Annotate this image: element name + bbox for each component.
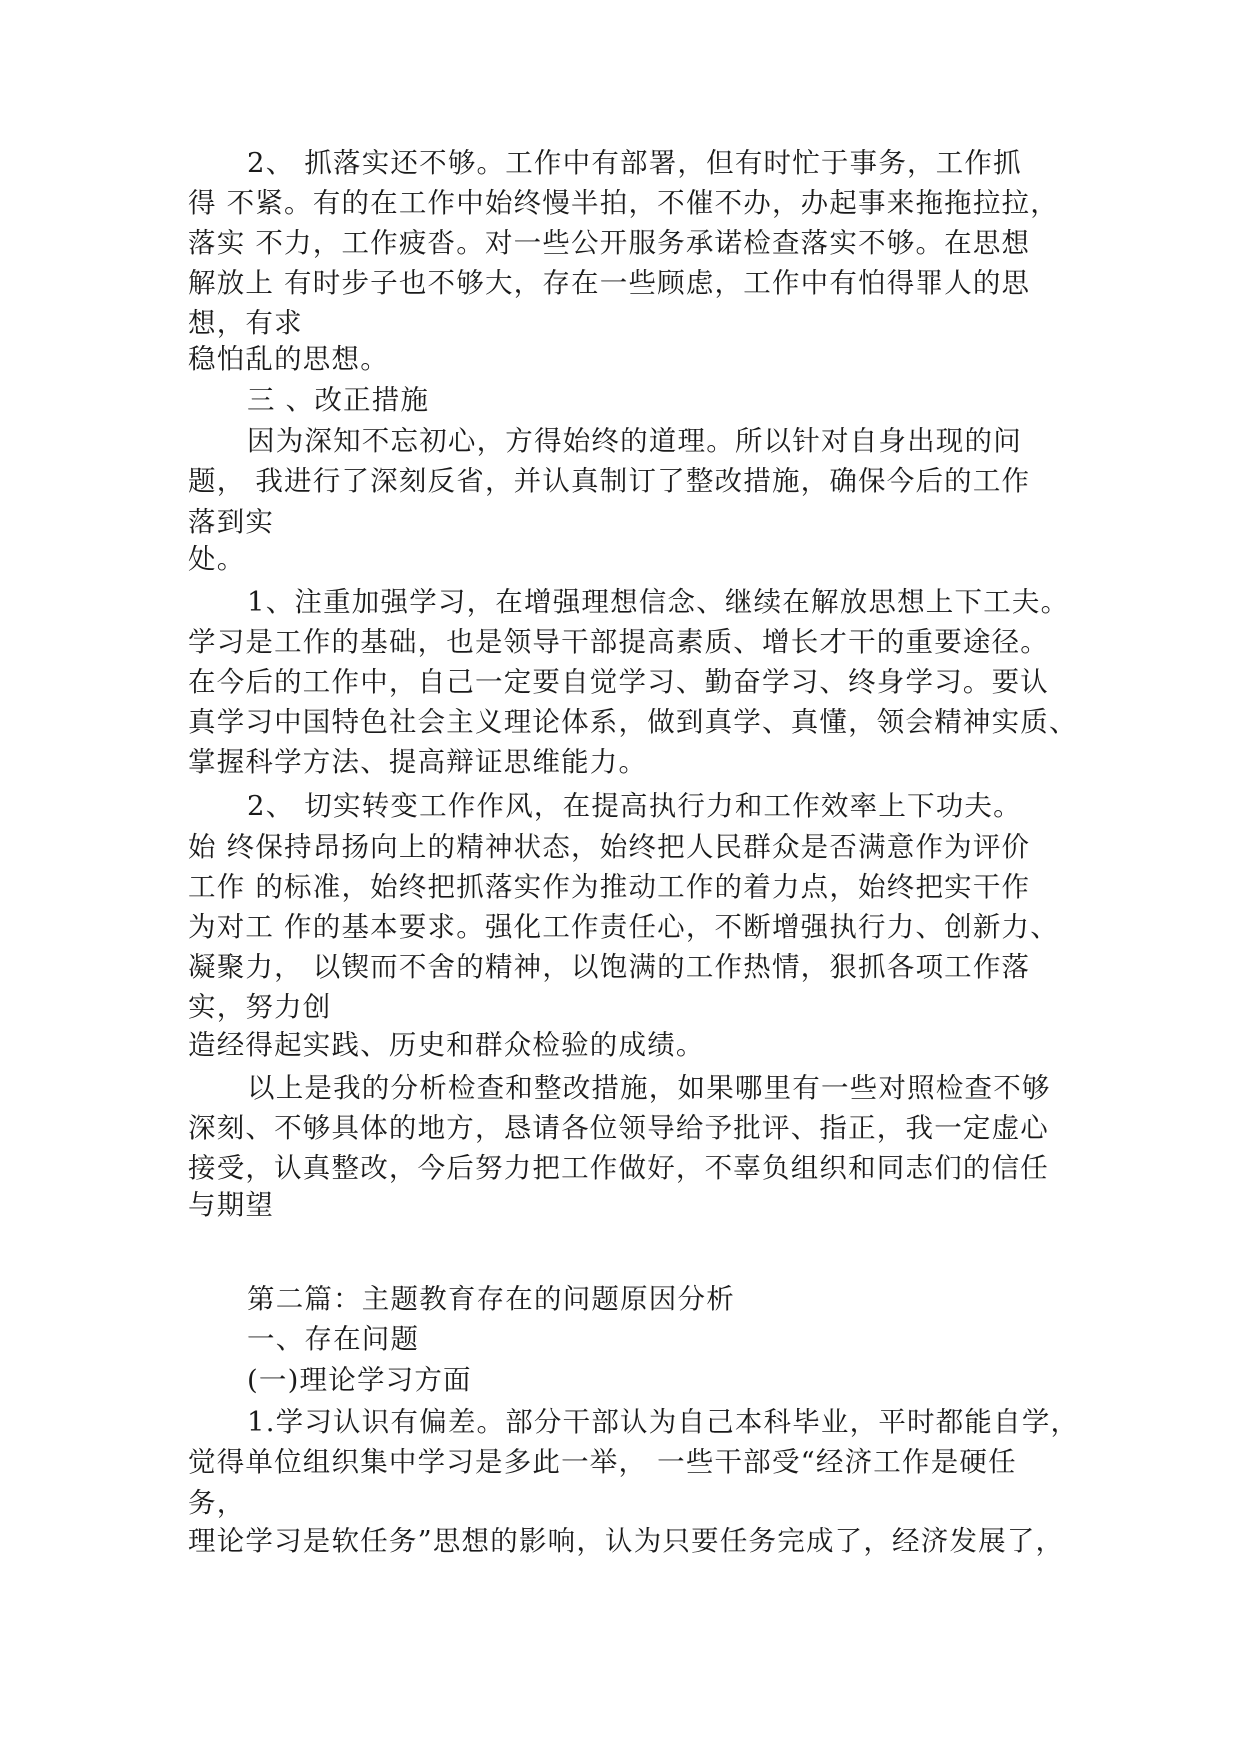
paragraph-line: 2、 切实转变工作作风，在提高执行力和工作效率上下功夫。 xyxy=(247,790,1022,822)
paragraph-line: 学习是工作的基础，也是领导干部提高素质、增长才干的重要途径。 xyxy=(188,626,1049,658)
section-heading: 三 、改正措施 xyxy=(247,384,430,416)
paragraph-line: 2、 抓落实还不够。工作中有部署，但有时忙于事务，工作抓 xyxy=(247,147,1022,179)
paragraph-line: 题， 我进行了深刻反省，并认真制订了整改措施，确保今后的工作 xyxy=(188,465,1031,497)
paragraph-line: 接受，认真整改，今后努力把工作做好，不辜负组织和同志们的信任 xyxy=(188,1152,1049,1184)
paragraph-line: 1.学习认识有偏差。部分干部认为自己本科毕业，平时都能自学， xyxy=(247,1406,1080,1438)
paragraph-line: 掌握科学方法、提高辩证思维能力。 xyxy=(188,746,648,778)
paragraph-line: 得 不紧。有的在工作中始终慢半拍，不催不办，办起事来拖拖拉拉， xyxy=(188,187,1059,219)
paragraph-line: 以上是我的分析检查和整改措施，如果哪里有一些对照检查不够 xyxy=(247,1072,1051,1104)
paragraph-line: 稳怕乱的思想。 xyxy=(188,343,389,375)
paragraph-line: 与期望 xyxy=(188,1189,275,1221)
paragraph-line: 理论学习是软任务”思想的影响，认为只要任务完成了，经济发展了， xyxy=(188,1525,1065,1557)
paragraph-line: 造经得起实践、历史和群众检验的成绩。 xyxy=(188,1029,705,1061)
paragraph-line: 始 终保持昂扬向上的精神状态，始终把人民群众是否满意作为评价 xyxy=(188,831,1031,863)
paragraph-line: 真学习中国特色社会主义理论体系，做到真学、真懂，领会精神实质、 xyxy=(188,706,1078,738)
paragraph-line: 想，有求 xyxy=(188,307,303,339)
paragraph-line: 实，努力创 xyxy=(188,991,332,1023)
paragraph-line: 觉得单位组织集中学习是多此一举， 一些干部受“经济工作是硬任 xyxy=(188,1446,1017,1478)
paragraph-line: 深刻、不够具体的地方，恳请各位领导给予批评、指正，我一定虚心 xyxy=(188,1112,1049,1144)
paragraph-line: 处。 xyxy=(188,543,246,575)
paragraph-line: 为对工 作的基本要求。强化工作责任心，不断增强执行力、创新力、 xyxy=(188,911,1059,943)
section-heading: 一、存在问题 xyxy=(247,1323,420,1355)
paragraph-line: 在今后的工作中，自己一定要自觉学习、勤奋学习、终身学习。要认 xyxy=(188,666,1049,698)
subsection-heading: (一)理论学习方面 xyxy=(247,1364,472,1396)
paragraph-line: 务， xyxy=(188,1487,246,1519)
article-title: 第二篇：主题教育存在的问题原因分析 xyxy=(247,1283,735,1315)
paragraph-line: 工作 的标准，始终把抓落实作为推动工作的着力点，始终把实干作 xyxy=(188,871,1031,903)
paragraph-line: 落实 不力，工作疲沓。对一些公开服务承诺检查落实不够。在思想 xyxy=(188,227,1031,259)
paragraph-line: 凝聚力， 以锲而不舍的精神，以饱满的工作热情，狠抓各项工作落 xyxy=(188,951,1031,983)
paragraph-line: 解放上 有时步子也不够大，存在一些顾虑，工作中有怕得罪人的思 xyxy=(188,267,1031,299)
paragraph-line: 1、注重加强学习，在增强理想信念、继续在解放思想上下工夫。 xyxy=(247,586,1070,618)
paragraph-line: 落到实 xyxy=(188,506,275,538)
paragraph-line: 因为深知不忘初心，方得始终的道理。所以针对自身出现的问 xyxy=(247,425,1022,457)
